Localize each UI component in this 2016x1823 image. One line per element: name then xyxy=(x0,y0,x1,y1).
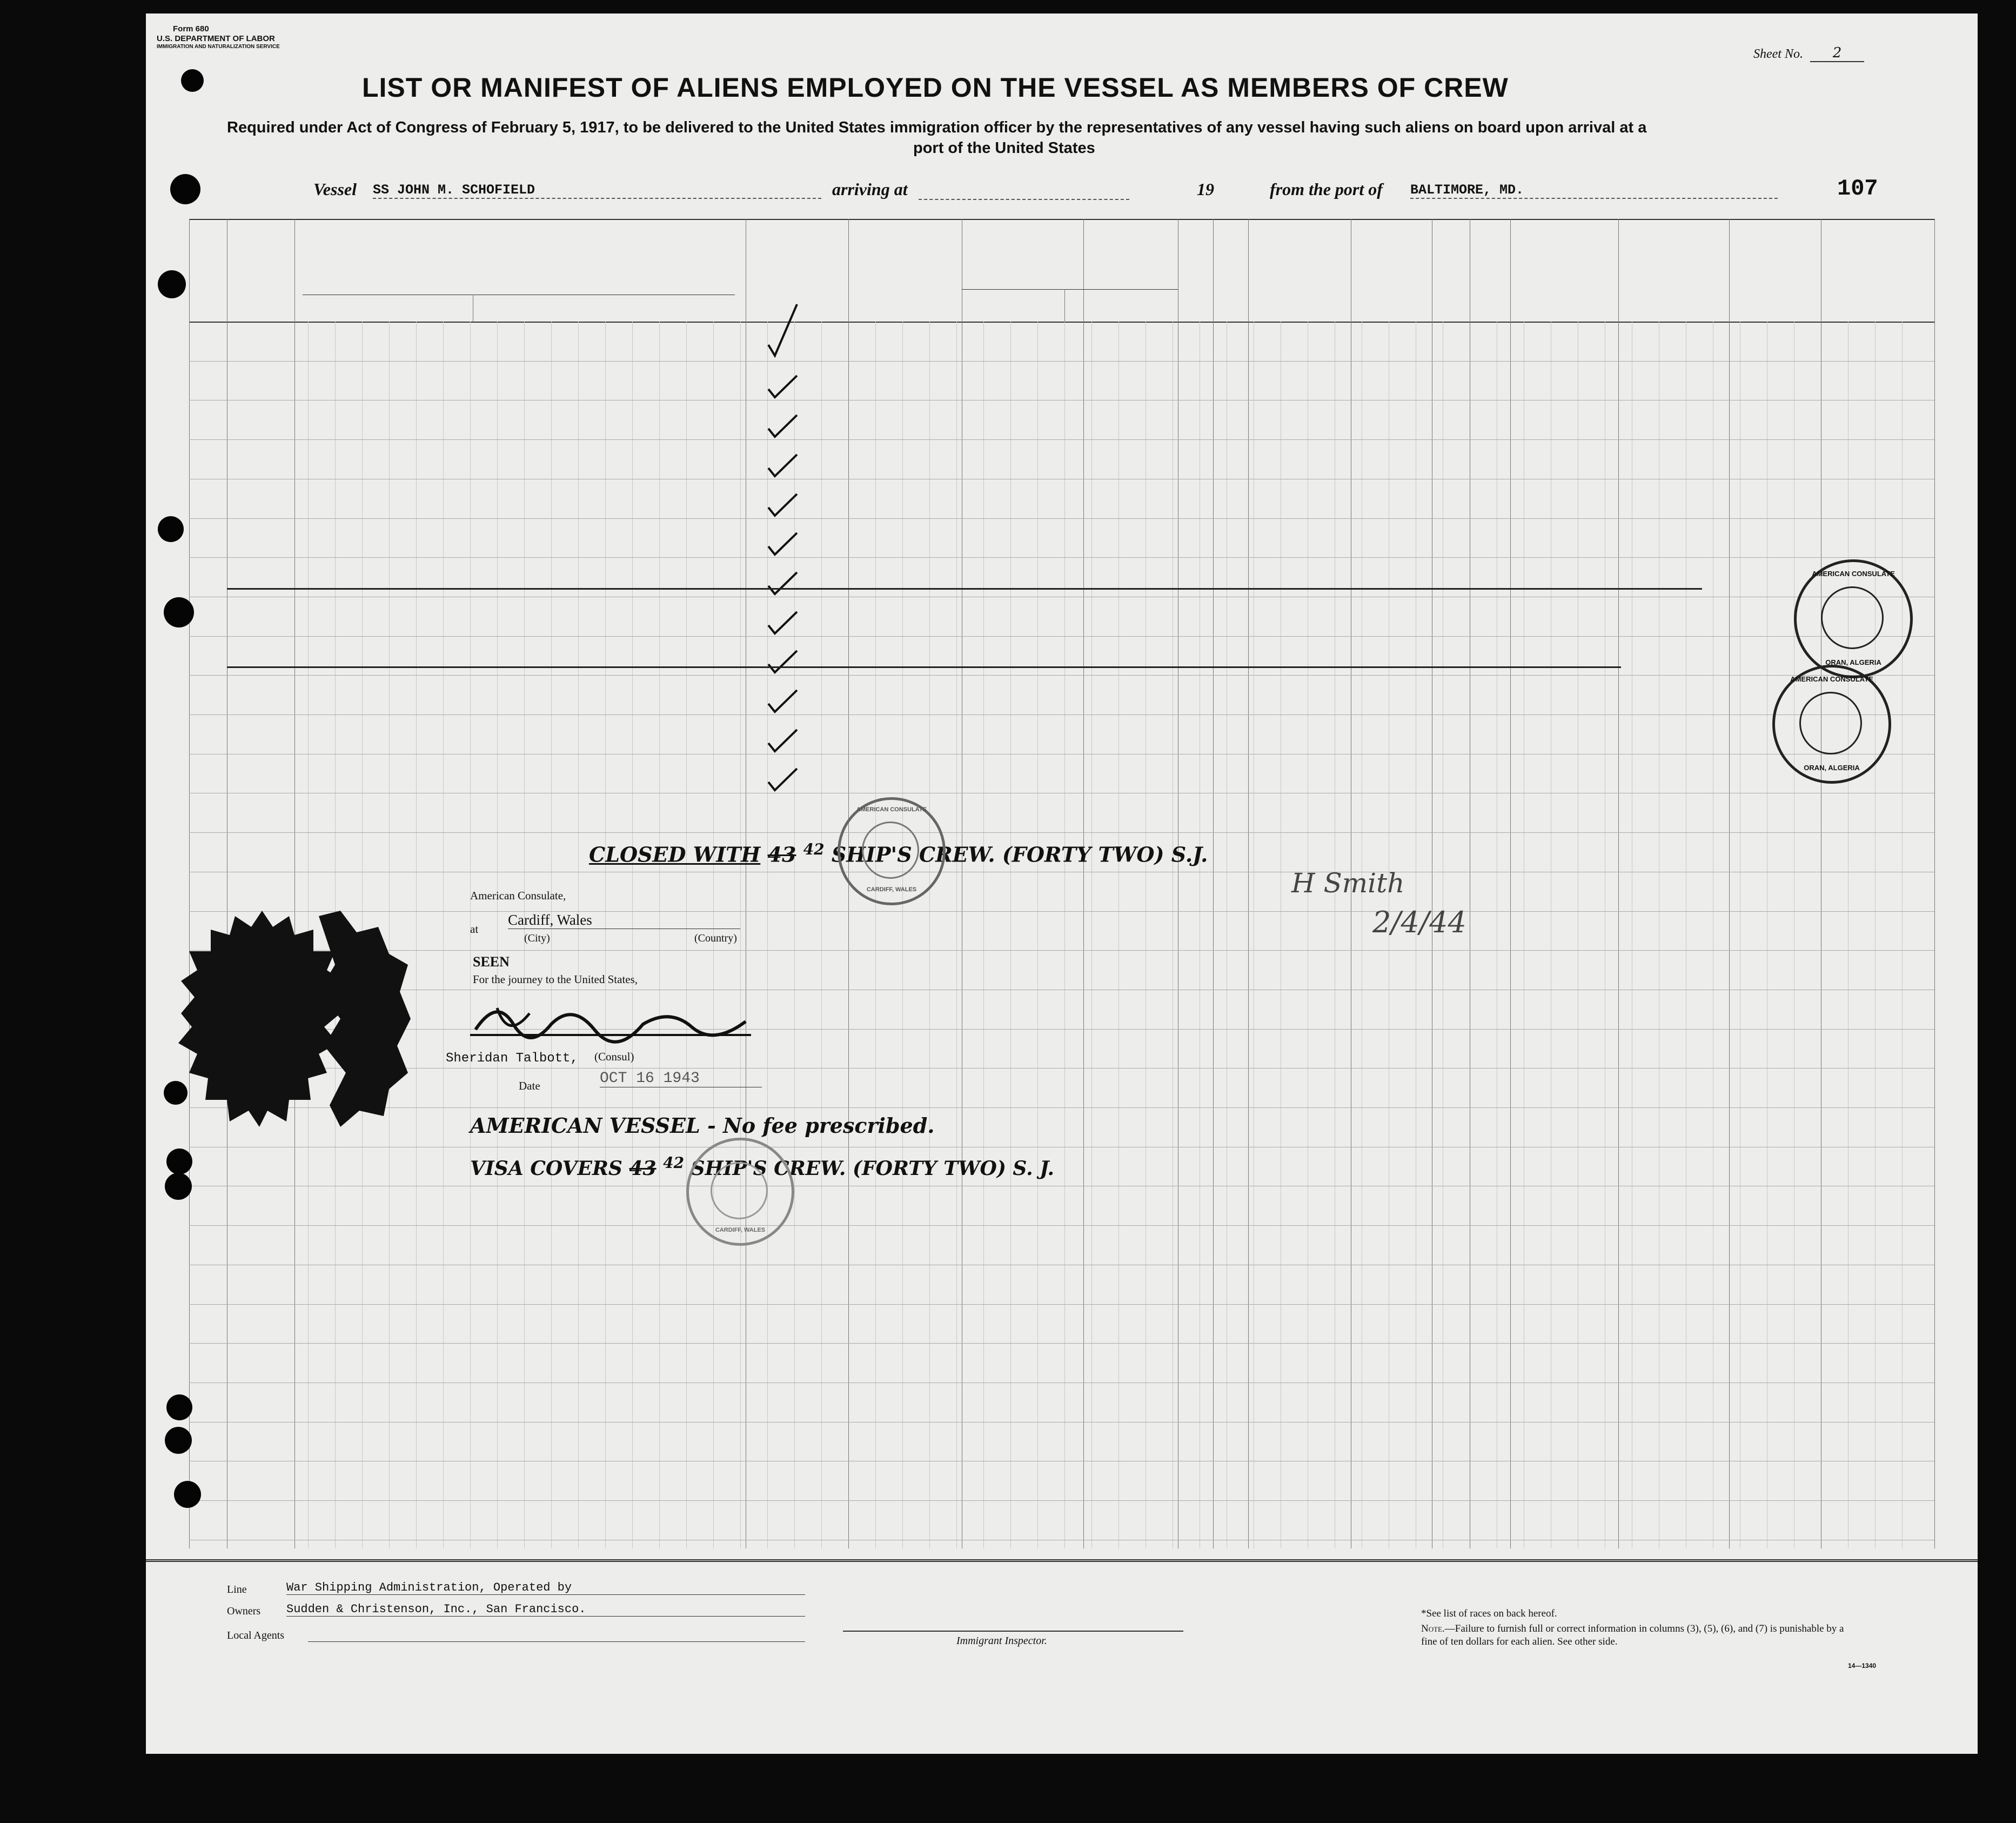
journey-label: For the journey to the United States, xyxy=(473,973,638,986)
consulate-at: at xyxy=(470,923,479,936)
row-divider xyxy=(189,636,1934,637)
consulate-country-label: (Country) xyxy=(694,932,737,944)
column-divider xyxy=(1213,219,1214,1548)
grid-line xyxy=(1875,322,1876,1548)
punch-hole xyxy=(166,1148,192,1174)
punch-hole xyxy=(174,1481,201,1508)
grid-line xyxy=(1064,322,1065,1548)
grid-line xyxy=(902,322,903,1548)
column-divider xyxy=(1510,219,1511,1548)
arriving-label: arriving at xyxy=(832,179,908,199)
owners-label: Owners xyxy=(227,1605,261,1617)
column-divider xyxy=(189,219,190,1548)
visa-prefix: VISA COVERS xyxy=(470,1157,622,1180)
consulate-date: OCT 16 1943 xyxy=(600,1070,762,1087)
date-label: Date xyxy=(519,1079,540,1092)
consul-label: (Consul) xyxy=(594,1050,634,1063)
race-note: *See list of races on back hereof. xyxy=(1421,1608,1557,1619)
american-vessel-note: AMERICAN VESSEL - No fee prescribed. xyxy=(470,1113,935,1138)
oran-stamp-1-bottom: ORAN, ALGERIA xyxy=(1825,658,1881,666)
grid-line xyxy=(443,322,444,1548)
from-port-label: from the port of xyxy=(1270,179,1383,199)
check-mark-icon xyxy=(767,302,800,361)
grid-line xyxy=(821,322,822,1548)
row-divider xyxy=(189,1107,1934,1108)
vessel-name: SS JOHN M. SCHOFIELD xyxy=(373,182,821,199)
cardiff-stamp-top: AMERICAN CONSULATE xyxy=(856,806,927,813)
row-divider xyxy=(189,675,1934,676)
check-mark-icon xyxy=(767,530,800,557)
oran-consulate-stamp-1 xyxy=(1794,559,1913,678)
table-top-border xyxy=(189,219,1934,220)
grid-line xyxy=(605,322,606,1548)
embossed-seal-right xyxy=(308,911,411,1127)
column-divider xyxy=(1934,219,1935,1548)
grid-line xyxy=(659,322,660,1548)
vessel-label: Vessel xyxy=(313,179,357,199)
grid-line xyxy=(875,322,876,1548)
year-label: 19 xyxy=(1197,179,1214,199)
grid-line xyxy=(686,322,687,1548)
row-divider xyxy=(189,518,1934,519)
shipped-subdivider xyxy=(1064,289,1065,322)
grid-line xyxy=(1037,322,1038,1548)
sheet-number: 2 xyxy=(1810,45,1864,62)
from-port: BALTIMORE, MD. xyxy=(1410,182,1778,199)
manifest-sheet xyxy=(146,14,1978,1754)
line-label: Line xyxy=(227,1584,247,1595)
column-divider xyxy=(1083,219,1084,1548)
punch-hole xyxy=(164,597,194,627)
grid-line xyxy=(956,322,957,1548)
column-divider xyxy=(1618,219,1619,1548)
cardiff-consulate-stamp-2 xyxy=(686,1138,794,1246)
check-mark-icon xyxy=(767,687,800,714)
oran-stamp-2-top: AMERICAN CONSULATE xyxy=(1790,675,1873,683)
grid-line xyxy=(497,322,498,1548)
grid-line xyxy=(551,322,552,1548)
closed-number: 42 xyxy=(803,840,825,858)
shipped-divider xyxy=(962,289,1178,290)
vessel-number: 107 xyxy=(1837,176,1878,202)
row-divider xyxy=(189,1343,1934,1344)
punch-hole xyxy=(181,69,204,92)
arriving-blank xyxy=(919,199,1129,200)
line-value: War Shipping Administration, Operated by xyxy=(286,1581,805,1595)
strike-through-line xyxy=(227,588,1702,590)
consul-name: Sheridan Talbott, xyxy=(446,1051,578,1066)
table-header-border xyxy=(189,322,1934,323)
check-mark-icon xyxy=(767,648,800,675)
visa-suffix: SHIP'S CREW. (FORTY TWO) xyxy=(691,1157,1006,1180)
row-divider xyxy=(189,361,1934,362)
note-label: Note. xyxy=(1421,1623,1445,1634)
grid-line xyxy=(740,322,741,1548)
grid-line xyxy=(1902,322,1903,1548)
closed-initials: S.J. xyxy=(1171,842,1208,867)
visa-struck: 43 xyxy=(629,1157,657,1180)
check-mark-icon xyxy=(767,373,800,400)
check-mark-icon xyxy=(767,727,800,754)
punch-hole xyxy=(158,516,184,542)
cardiff-consulate-stamp xyxy=(838,797,946,905)
visa-initials: S. J. xyxy=(1013,1157,1054,1180)
grid-line xyxy=(983,322,984,1548)
owners-value: Sudden & Christenson, Inc., San Francisco. xyxy=(286,1602,805,1617)
manifest-subtitle-2: port of the United States xyxy=(913,139,1095,157)
form-number: Form 680 xyxy=(173,24,209,34)
column-divider xyxy=(294,219,295,1548)
row-divider xyxy=(189,714,1934,715)
grid-line xyxy=(1118,322,1119,1548)
check-mark-icon xyxy=(767,609,800,636)
oran-stamp-1-top: AMERICAN CONSULATE xyxy=(1812,570,1895,578)
consulate-city-label: (City) xyxy=(524,932,550,944)
row-divider xyxy=(189,1225,1934,1226)
oran-stamp-2-bottom: ORAN, ALGERIA xyxy=(1804,764,1860,772)
note-text: —Failure to furnish full or correct information in columns (3), (5), (6), and (7) is punishable by a fine of ten dollars for each alien. See other side. xyxy=(1421,1623,1844,1647)
closed-prefix: CLOSED WITH xyxy=(589,842,761,867)
grid-line xyxy=(632,322,633,1548)
grid-line xyxy=(1091,322,1092,1548)
oran-consulate-stamp-2 xyxy=(1772,665,1891,784)
strike-through-line xyxy=(227,666,1621,668)
manifest-subtitle-1: Required under Act of Congress of February 5, 1917, to be delivered to the United States immigration officer by the representatives of any vessel having such aliens on board upon arrival at a xyxy=(227,119,1647,136)
punch-hole xyxy=(158,270,186,298)
check-mark-icon xyxy=(767,491,800,518)
punch-hole xyxy=(166,1394,192,1420)
inspector-line xyxy=(843,1631,1183,1632)
check-mark-icon xyxy=(767,412,800,439)
penalty-note xyxy=(1421,1622,1848,1648)
grid-line xyxy=(1010,322,1011,1548)
footer-code: 14—1340 xyxy=(1848,1662,1877,1670)
punch-hole xyxy=(165,1427,192,1454)
footer-band xyxy=(146,1559,1978,1562)
row-divider xyxy=(189,911,1934,912)
row-divider xyxy=(189,1029,1934,1030)
consulate-place: Cardiff, Wales xyxy=(508,912,740,929)
row-divider xyxy=(189,1422,1934,1423)
inspector-signature: H Smith xyxy=(1291,867,1405,899)
inspector-date: 2/4/44 xyxy=(1372,905,1466,939)
punch-hole xyxy=(164,1081,187,1105)
closed-suffix: SHIP'S CREW. (FORTY TWO) xyxy=(831,842,1164,867)
check-mark-icon xyxy=(767,452,800,479)
row-divider xyxy=(189,1500,1934,1501)
department: U.S. DEPARTMENT OF LABOR xyxy=(157,34,275,43)
seen-label: SEEN xyxy=(473,954,510,970)
row-divider xyxy=(189,439,1934,440)
punch-hole xyxy=(170,174,200,204)
row-divider xyxy=(189,832,1934,833)
row-divider xyxy=(189,1068,1934,1069)
row-divider xyxy=(189,1304,1934,1305)
check-mark-icon xyxy=(767,570,800,597)
manifest-title: LIST OR MANIFEST OF ALIENS EMPLOYED ON THE VESSEL AS MEMBERS OF CREW xyxy=(362,72,1509,103)
grid-line xyxy=(929,322,930,1548)
sheet-label: Sheet No. xyxy=(1753,47,1803,61)
inspector-label: Immigrant Inspector. xyxy=(956,1635,1047,1647)
grid-line xyxy=(416,322,417,1548)
service: IMMIGRATION AND NATURALIZATION SERVICE xyxy=(157,44,280,50)
cardiff-stamp-bottom: CARDIFF, WALES xyxy=(866,886,917,893)
consul-signature xyxy=(465,992,756,1051)
consulate-line: American Consulate, xyxy=(470,889,566,902)
grid-line xyxy=(578,322,579,1548)
column-divider xyxy=(1248,219,1249,1548)
column-divider xyxy=(1729,219,1730,1548)
row-divider xyxy=(189,557,1934,558)
agents-label: Local Agents xyxy=(227,1630,285,1641)
check-mark-icon xyxy=(767,766,800,793)
visa-number: 42 xyxy=(663,1154,685,1172)
punch-hole xyxy=(165,1173,192,1200)
cardiff-stamp-2-bottom: CARDIFF, WALES xyxy=(715,1227,766,1233)
closed-struck: 43 xyxy=(767,842,796,867)
agents-blank xyxy=(308,1641,805,1642)
row-divider xyxy=(189,950,1934,951)
